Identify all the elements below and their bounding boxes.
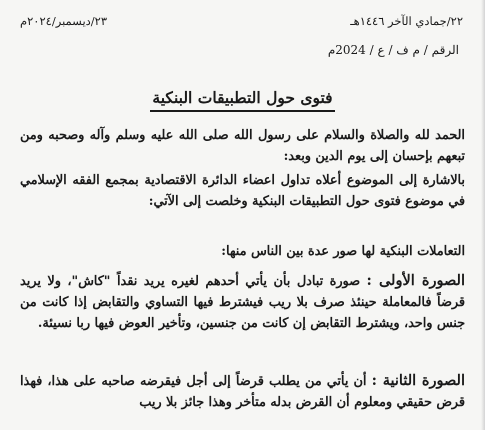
- forms-heading: التعاملات البنكية لها صور عدة بين الناس منها:: [221, 244, 465, 259]
- form-one-paragraph: [20, 270, 465, 334]
- document-title: [12, 88, 473, 107]
- form-two-text: أن يأتي من يطلب قرضاً إلى أجل فيقرضه صاحبه على هذا، فهذا قرض حقيقي ومعلوم أن القرض بدله متأخر وهذا جائز بلا ريب: [20, 374, 465, 410]
- form-two-paragraph: [20, 370, 465, 413]
- opening-paragraph: الحمد لله والصلاة والسلام على رسول الله صلى الله عليه وسلم وآله وصحبه ومن تبعهم بإحسان إلى يوم الدين وبعد:: [20, 128, 465, 164]
- form-one-lead: الصورة الأولى :: [366, 272, 465, 289]
- form-one-text: صورة تبادل بأن يأتي أحدهم لغيره يريد نقداً "كاش"، ولا يريد قرضاً فالمعاملة حينئذ صرف بلا ريب فيشترط فيها التساوي والتقابض إذا كانت من جنس واحد، ويشترط التقابض إن كانت من جنسين، وتأخير العوض فيها ربا نسيئة.: [20, 274, 465, 331]
- fatwa-document: [12, 0, 473, 430]
- form-two-lead: الصورة الثانية :: [371, 372, 465, 389]
- reference-number: الرقم / م ف / ع / 2024م: [327, 43, 459, 57]
- title-text: فتوى حول التطبيقات البنكية: [150, 88, 334, 112]
- intro-paragraph: بالاشارة إلى الموضوع أعلاه تداول اعضاء الدائرة الاقتصادية بمجمع الفقه الإسلامي في موضوع فتوى حول التطبيقات البنكية وخلصت إلى الآتي:: [20, 173, 465, 209]
- hijri-date: ٢٢/جمادي الآخر ١٤٤٦هـ: [350, 14, 463, 28]
- page-edge-shadow: [481, 0, 485, 430]
- gregorian-date: ٢٣/ديسمبر/٢٠٢٤م: [20, 14, 107, 28]
